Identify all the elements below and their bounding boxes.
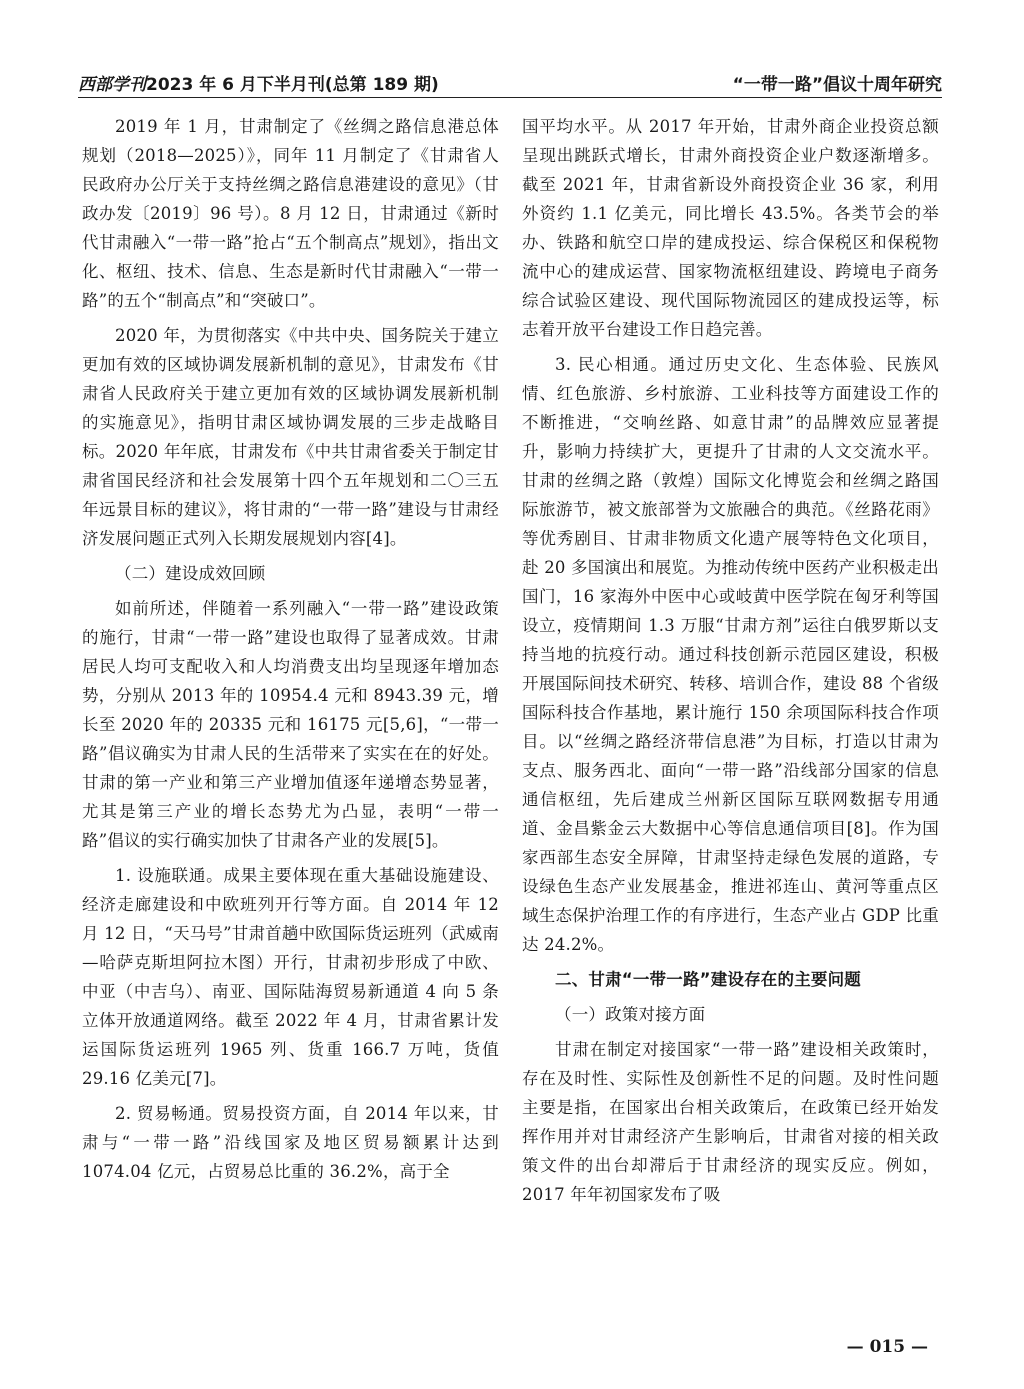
paragraph: 甘肃在制定对接国家“一带一路”建设相关政策时，存在及时性、实际性及创新性不足的问题。及时性问题主要是指，在国家出台相关政策后，在政策已经开始发挥作用并对甘肃经济产生影响后，甘肃省对接的相关政策文件的出台却滞后于甘肃经济的现实反应。例如，2017 年年初国家发布了吸 <box>522 1040 939 1204</box>
journal-title <box>78 70 439 95</box>
paragraph: 1. 设施联通。成果主要体现在重大基础设施建设、经济走廊建设和中欧班列开行等方面。自 2014 年 12 月 12 日，“天马号”甘肃首趟中欧国际货运班列（武威南—哈萨克斯坦阿拉木图）开行，甘肃初步形成了中欧、中亚（中吉乌）、南亚、国际陆海贸易新通道 4 向 5 条立体开放通道网络。截至 2022 年 4 月，甘肃省累计发运国际货运班列 1965 列、货重 166.7 万吨，货值 29.16 亿美元[7]。 <box>82 866 499 1088</box>
paragraph: 3. 民心相通。通过历史文化、生态体验、民族风情、红色旅游、乡村旅游、工业科技等方面建设工作的不断推进，“交响丝路、如意甘肃”的品牌效应显著提升，影响力持续扩大，更提升了甘肃的人文交流水平。甘肃的丝绸之路（敦煌）国际文化博览会和丝绸之路国际旅游节，被文旅部誉为文旅融合的典范。《丝路花雨》等优秀剧目、甘肃非物质文化遗产展等特色文化项目，赴 20 多国演出和展览。为推动传统中医药产业积极走出国门，16 家海外中医中心或岐黄中医学院在匈牙利等国设立，疫情期间 1.3 万服“甘肃方剂”运往白俄罗斯以支持当地的抗疫行动。通过科技创新示范园区建设，积极开展国际间技术研究、转移、培训合作，建设 88 个省级国际科技合作基地，累计施行 150 余项国际科技合作项目。以“丝绸之路经济带信息港”为目标，打造以甘肃为支点、服务西北、面向“一带一路”沿线部分国家的信息通信枢纽，先后建成兰州新区国际互联网数据专用通道、金昌紫金云大数据中心等信息通信项目[8]。作为国家西部生态安全屏障，甘肃坚持走绿色发展的道路，专设绿色生态产业发展基金，推进祁连山、黄河等重点区域生态保护治理工作的有序进行，生态产业占 GDP 比重达 24.2%。 <box>522 355 939 954</box>
paragraph: 2019 年 1 月，甘肃制定了《丝绸之路信息港总体规划（2018—2025）》，同年 11 月制定了《甘肃省人民政府办公厅关于支持丝绸之路信息港建设的意见》（甘政办发〔2019〕96 号）。8 月 12 日，甘肃通过《新时代甘肃融入“一带一路”抢占“五个制高点”规划》，指出文化、枢纽、技术、信息、生态是新时代甘肃融入“一带一路”的五个“制高点”和“突破口”。 <box>82 117 499 310</box>
column-title: “一带一路”倡议十周年研究 <box>732 75 942 95</box>
journal-logo: 西部学刊 <box>78 75 146 95</box>
paragraph-continued: 国平均水平。从 2017 年开始，甘肃外商企业投资总额呈现出跳跃式增长，甘肃外商投资企业户数逐渐增多。截至 2021 年，甘肃省新设外商投资企业 36 家，利用外资约 1.1 亿美元，同比增长 43.5%。各类节会的举办、铁路和航空口岸的建成投运、综合保税区和保税物流中心的建成运营、国家物流枢纽建设、跨境电子商务综合试验区建设、现代国际物流园区的建成投运等，标志着开放平台建设工作日趋完善。 <box>522 117 939 339</box>
paragraph: 2020 年，为贯彻落实《中共中央、国务院关于建立更加有效的区域协调发展新机制的意见》，甘肃发布《甘肃省人民政府关于建立更加有效的区域协调发展新机制的实施意见》，指明甘肃区域协调发展的三步走战略目标。2020 年年底，甘肃发布《中共甘肃省委关于制定甘肃省国民经济和社会发展第十四个五年规划和二〇三五年远景目标的建议》，将甘肃的“一带一路”建设与甘肃经济发展问题正式列入长期发展规划内容[4]。 <box>82 326 499 548</box>
page-number: — 015 — <box>846 1337 928 1357</box>
subsection-heading: （二）建设成效回顾 <box>115 564 266 583</box>
subsection-heading: （一）政策对接方面 <box>555 1005 706 1024</box>
header-rule <box>78 97 942 98</box>
running-header <box>78 58 942 98</box>
section-heading: 二、甘肃“一带一路”建设存在的主要问题 <box>555 970 861 989</box>
journal-issue: 2023 年 6 月下半月刊(总第 189 期) <box>146 75 439 95</box>
paragraph: 2. 贸易畅通。贸易投资方面，自 2014 年以来，甘肃与“一带一路”沿线国家及地区贸易额累计达到 1074.04 亿元，占贸易总比重的 36.2%，高于全 <box>82 1104 499 1181</box>
left-column <box>82 112 499 1192</box>
right-column <box>522 112 939 1215</box>
paragraph: 如前所述，伴随着一系列融入“一带一路”建设政策的施行，甘肃“一带一路”建设也取得了显著成效。甘肃居民人均可支配收入和人均消费支出均呈现逐年增加态势，分别从 2013 年的 10954.4 元和 8943.39 元，增长至 2020 年的 20335 元和 16175 元[5,6]，“一带一路”倡议确实为甘肃人民的生活带来了实实在在的好处。甘肃的第一产业和第三产业增加值逐年递增态势显著，尤其是第三产业的增长态势尤为凸显，表明“一带一路”倡议的实行确实加快了甘肃各产业的发展[5]。 <box>82 599 499 850</box>
